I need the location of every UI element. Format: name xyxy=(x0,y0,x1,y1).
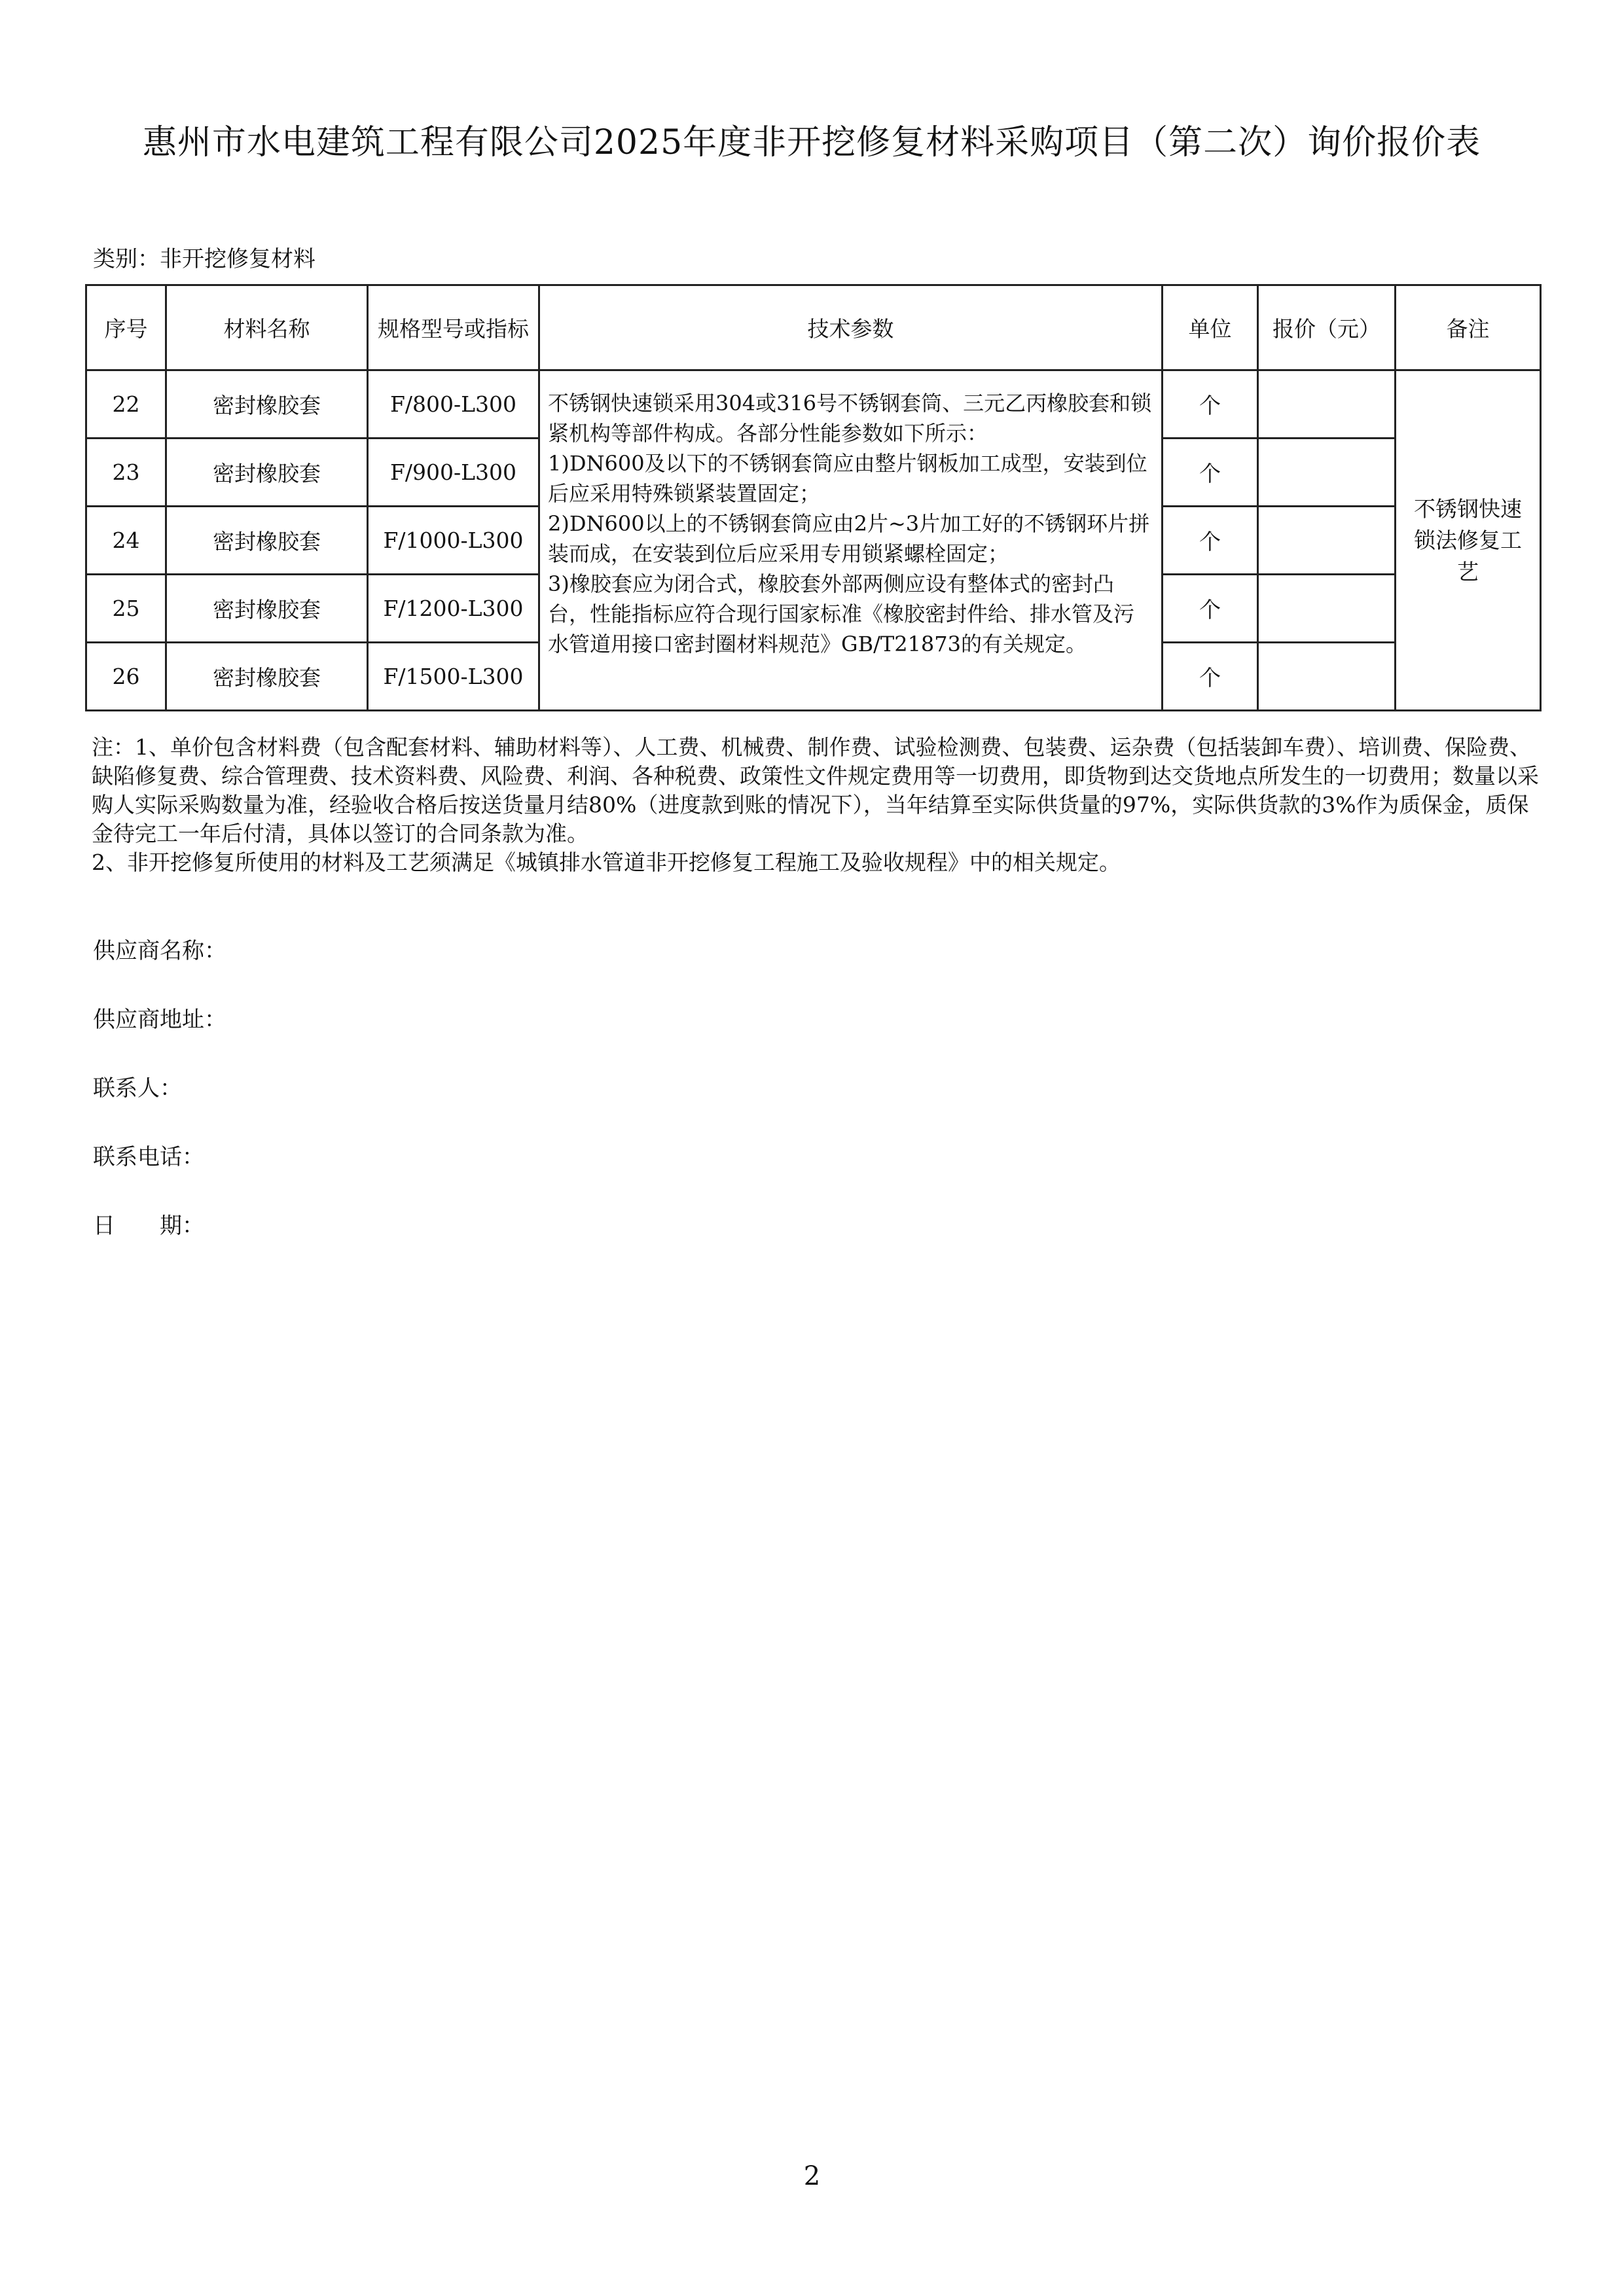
table-header-row xyxy=(86,285,1541,370)
row-spec: F/900-L300 xyxy=(368,439,539,507)
row-no: 26 xyxy=(86,643,166,711)
row-unit: 个 xyxy=(1163,370,1258,439)
row-spec: F/1500-L300 xyxy=(368,643,539,711)
date-label: 日 期： xyxy=(93,1213,204,1239)
row-unit: 个 xyxy=(1163,575,1258,643)
page-title: 惠州市水电建筑工程有限公司2025年度非开挖修复材料采购项目（第二次）询价报价表 xyxy=(142,123,1481,162)
row-no: 24 xyxy=(86,507,166,575)
row-material-name: 密封橡胶套 xyxy=(166,643,368,711)
row-price[interactable] xyxy=(1258,575,1396,643)
row-unit: 个 xyxy=(1163,507,1258,575)
row-price[interactable] xyxy=(1258,370,1396,439)
row-material-name: 密封橡胶套 xyxy=(166,575,368,643)
header-remark: 备注 xyxy=(1396,285,1541,370)
header-no: 序号 xyxy=(86,285,166,370)
row-no: 25 xyxy=(86,575,166,643)
notes-section xyxy=(92,733,1542,877)
row-price[interactable] xyxy=(1258,439,1396,507)
row-material-name: 密封橡胶套 xyxy=(166,439,368,507)
header-spec: 规格型号或指标 xyxy=(368,285,539,370)
category-label: 类别：非开挖修复材料 xyxy=(93,246,316,272)
row-spec: F/1200-L300 xyxy=(368,575,539,643)
contact-phone-label: 联系电话： xyxy=(93,1144,204,1170)
row-spec: F/800-L300 xyxy=(368,370,539,439)
quotation-table xyxy=(85,284,1542,711)
row-unit: 个 xyxy=(1163,643,1258,711)
row-no: 22 xyxy=(86,370,166,439)
row-material-name: 密封橡胶套 xyxy=(166,370,368,439)
header-unit: 单位 xyxy=(1163,285,1258,370)
header-tech-params: 技术参数 xyxy=(539,285,1163,370)
row-price[interactable] xyxy=(1258,507,1396,575)
table-row xyxy=(86,370,1541,439)
remark-cell: 不锈钢快速锁法修复工艺 xyxy=(1396,370,1541,711)
page-number: 2 xyxy=(803,2161,821,2191)
contact-person-label: 联系人： xyxy=(93,1075,182,1102)
row-unit: 个 xyxy=(1163,439,1258,507)
supplier-name-label: 供应商名称： xyxy=(93,938,226,964)
row-material-name: 密封橡胶套 xyxy=(166,507,368,575)
row-spec: F/1000-L300 xyxy=(368,507,539,575)
tech-params-cell: 不锈钢快速锁采用304或316号不锈钢套筒、三元乙丙橡胶套和锁紧机构等部件构成。各部分性能参数如下所示： 1)DN600及以下的不锈钢套筒应由整片钢板加工成型，安装到位后应采用特殊锁紧装置固定； 2)DN600以上的不锈钢套筒应由2片~3片加工好的不锈钢环片拼装而成，在安装到位后应采用专用锁紧螺栓固定； 3)橡胶套应为闭合式，橡胶套外部两侧应设有整体式的密封凸台，性能指标应符合现行国家标准《橡胶密封件给、排水管及污水管道用接口密封圈材料规范》GB/T21873的有关规定。 xyxy=(539,370,1163,711)
note-2: 2、非开挖修复所使用的材料及工艺须满足《城镇排水管道非开挖修复工程施工及验收规程》中的相关规定。 xyxy=(92,850,1121,875)
note-1: 注：1、单价包含材料费（包含配套材料、辅助材料等）、人工费、机械费、制作费、试验检测费、包装费、运杂费（包括装卸车费）、培训费、保险费、缺陷修复费、综合管理费、技术资料费、风险费、利润、各种税费、政策性文件规定费用等一切费用，即货物到达交货地点所发生的一切费用；数量以采购人实际采购数量为准，经验收合格后按送货量月结80%（进度款到账的情况下），当年结算至实际供货量的97%，实际供货款的3%作为质保金，质保金待完工一年后付清，具体以签订的合同条款为准。 xyxy=(92,734,1539,846)
row-no: 23 xyxy=(86,439,166,507)
header-price: 报价（元） xyxy=(1258,285,1396,370)
supplier-address-label: 供应商地址： xyxy=(93,1007,226,1033)
header-material-name: 材料名称 xyxy=(166,285,368,370)
row-price[interactable] xyxy=(1258,643,1396,711)
